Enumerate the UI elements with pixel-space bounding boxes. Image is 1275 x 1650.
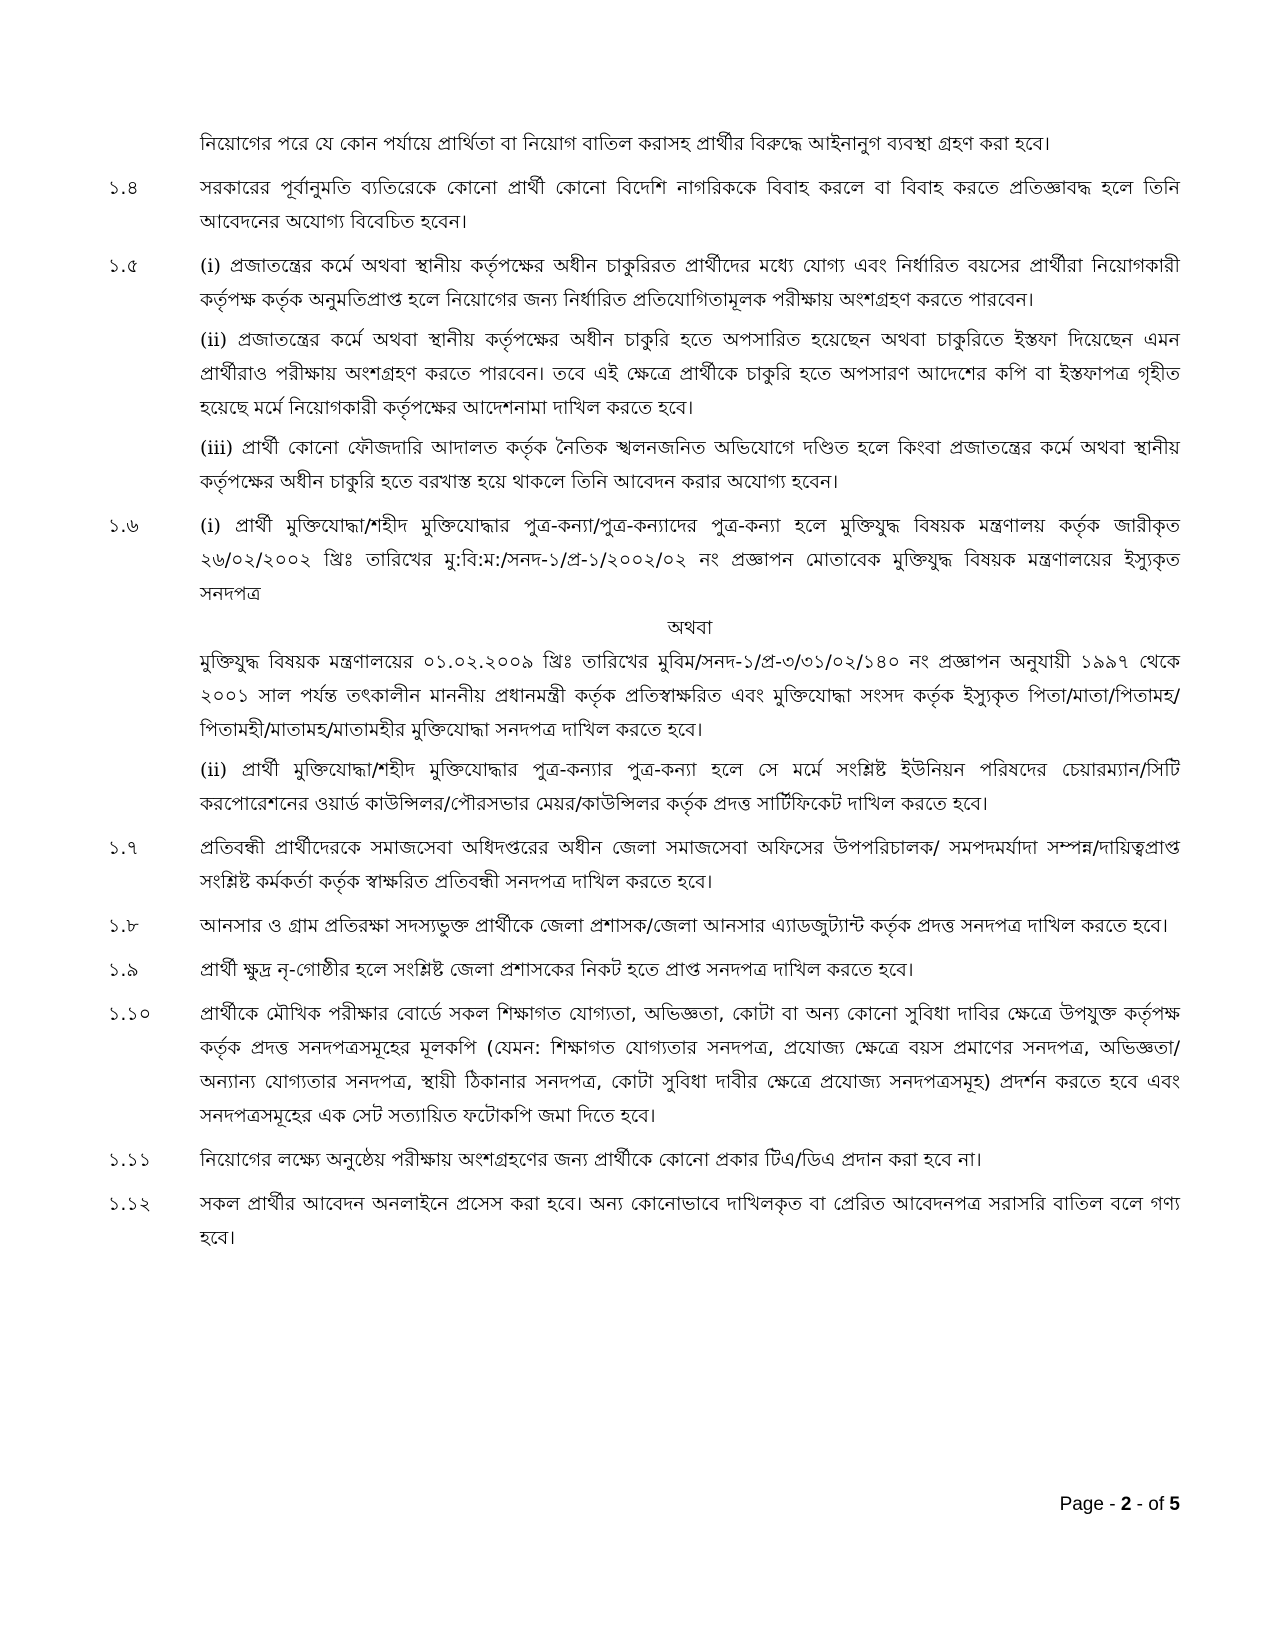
clause-number: ১.৫: [108, 255, 139, 277]
sub-label: (iii): [200, 437, 234, 459]
sub-label: (ii): [200, 759, 227, 781]
page-of-label: - of: [1131, 1494, 1170, 1515]
clause-1-7: [108, 831, 1180, 899]
clause-text: প্রার্থীকে মৌখিক পরীক্ষার বোর্ডে সকল শিক্ষাগত যোগ্যতা, অভিজ্ঞতা, কোটা বা অন্য কোনো সুবিধা দাবির ক্ষেত্রে উপযুক্ত কর্তৃপক্ষ কর্তৃক প্রদত্ত সনদপত্রসমূহের মূলকপি (যেমন: শিক্ষাগত যোগ্যতার সনদপত্র, প্রযোজ্য ক্ষেত্রে বয়স প্রমাণের সনদপত্র, অভিজ্ঞতা/অন্যান্য যোগ্যতার সনদপত্র, স্থায়ী ঠিকানার সনদপত্র, কোটা সুবিধা দাবীর ক্ষেত্রে প্রযোজ্য সনদপত্রসমূহ) প্রদর্শন করতে হবে এবং সনদপত্রসমূহের এক সেট সত্যায়িত ফটোকপি জমা দিতে হবে।: [200, 1003, 1180, 1127]
clause-number: ১.১২: [108, 1193, 152, 1215]
sub-clause-i: [200, 509, 1180, 611]
clause-1-11: [108, 1143, 1180, 1177]
sub-label: (ii): [200, 329, 227, 351]
sub-text: প্রার্থী মুক্তিযোদ্ধা/শহীদ মুক্তিযোদ্ধার পুত্র-কন্যার পুত্র-কন্যা হলে সে মর্মে সংশ্লিষ্ট ইউনিয়ন পরিষদের চেয়ারম্যান/সিটি করপোরেশনের ওয়ার্ড কাউন্সিলর/পৌরসভার মেয়র/কাউন্সিলর কর্তৃক প্রদত্ত সার্টিফিকেট দাখিল করতে হবে।: [200, 759, 1180, 815]
clause-1-8: [108, 909, 1180, 943]
clause-1-6: [108, 509, 1180, 821]
page-number-footer: [1060, 1493, 1180, 1517]
sub-text: প্রজাতন্ত্রের কর্মে অথবা স্থানীয় কর্তৃপক্ষের অধীন চাকুরিরত প্রার্থীদের মধ্যে যোগ্য এবং নির্ধারিত বয়সের প্রার্থীরা নিয়োগকারী কর্তৃপক্ষ কর্তৃক অনুমতিপ্রাপ্ত হলে নিয়োগের জন্য নির্ধারিত প্রতিযোগিতামূলক পরীক্ষায় অংশগ্রহণ করতে পারবেন।: [200, 255, 1180, 311]
sub-text: প্রার্থী কোনো ফৌজদারি আদালত কর্তৃক নৈতিক স্খলনজনিত অভিযোগে দণ্ডিত হলে কিংবা প্রজাতন্ত্রের কর্মে অথবা স্থানীয় কর্তৃপক্ষের অধীন চাকুরি হতে বরখাস্ত হয়ে থাকলে তিনি আবেদন করার অযোগ্য হবেন।: [200, 437, 1180, 493]
clause-text: সরকারের পূর্বানুমতি ব্যতিরেকে কোনো প্রার্থী কোনো বিদেশি নাগরিককে বিবাহ করলে বা বিবাহ করতে প্রতিজ্ঞাবদ্ধ হলে তিনি আবেদনের অযোগ্য বিবেচিত হবেন।: [200, 177, 1180, 233]
sub-label: (i): [200, 515, 221, 537]
or-separator: অথবা: [667, 617, 713, 639]
sub-text: প্রজাতন্ত্রের কর্মে অথবা স্থানীয় কর্তৃপক্ষের অধীন চাকুরি হতে অপসারিত হয়েছেন অথবা চাকুরিতে ইস্তফা দিয়েছেন এমন প্রার্থীরাও পরীক্ষায় অংশগ্রহণ করতে পারবেন। তবে এই ক্ষেত্রে প্রার্থীকে চাকুরি হতে অপসারণ আদেশের কপি বা ইস্তফাপত্র গৃহীত হয়েছে মর্মে নিয়োগকারী কর্তৃপক্ষের আদেশনামা দাখিল করতে হবে।: [200, 329, 1180, 419]
clause-1-9: [108, 953, 1180, 987]
clause-text: আনসার ও গ্রাম প্রতিরক্ষা সদস্যভুক্ত প্রার্থীকে জেলা প্রশাসক/জেলা আনসার এ্যাডজুট্যান্ট কর্তৃক প্রদত্ত সনদপত্র দাখিল করতে হবে।: [200, 915, 1168, 937]
sub-clause-iii: [200, 431, 1180, 499]
clause-number: ১.৮: [108, 915, 139, 937]
document-body: [108, 127, 1180, 1255]
sub-clause-ii: [200, 323, 1180, 425]
clause-number: ১.১০: [108, 1003, 152, 1025]
clause-text: সকল প্রার্থীর আবেদন অনলাইনে প্রসেস করা হবে। অন্য কোনোভাবে দাখিলকৃত বা প্রেরিত আবেদনপত্র সরাসরি বাতিল বলে গণ্য হবে।: [200, 1193, 1180, 1249]
clause-number: ১.৪: [108, 177, 139, 199]
total-page-count: 5: [1169, 1494, 1180, 1515]
clause-1-4: [108, 171, 1180, 239]
clause-text: প্রতিবন্ধী প্রার্থীদেরকে সমাজসেবা অধিদপ্তরের অধীন জেলা সমাজসেবা অফিসের উপপরিচালক/ সমপদমর্যাদা সম্পন্ন/দায়িত্বপ্রাপ্ত সংশ্লিষ্ট কর্মকর্তা কর্তৃক স্বাক্ষরিত প্রতিবন্ধী সনদপত্র দাখিল করতে হবে।: [200, 837, 1180, 893]
clause-number: ১.১১: [108, 1149, 152, 1171]
clause-1-10: [108, 997, 1180, 1133]
clause-1-12: [108, 1187, 1180, 1255]
clause-1-5: [108, 249, 1180, 499]
sub-clause-i: [200, 249, 1180, 317]
clause-text: নিয়োগের লক্ষ্যে অনুষ্ঠেয় পরীক্ষায় অংশগ্রহণের জন্য প্রার্থীকে কোনো প্রকার টিএ/ডিএ প্রদান করা হবে না।: [200, 1149, 982, 1171]
clause-number: ১.৭: [108, 837, 139, 859]
page-label: Page -: [1059, 1494, 1121, 1515]
clause-number: ১.৯: [108, 959, 139, 981]
sub-clause-ii: [200, 753, 1180, 821]
current-page-number: 2: [1120, 1494, 1132, 1515]
sub-label: (i): [200, 255, 221, 277]
intro-paragraph: নিয়োগের পরে যে কোন পর্যায়ে প্রার্থিতা বা নিয়োগ বাতিল করাসহ প্রার্থীর বিরুদ্ধে আইনানুগ ব্যবস্থা গ্রহণ করা হবে।: [200, 133, 1050, 155]
clause-text: প্রার্থী ক্ষুদ্র নৃ-গোষ্ঠীর হলে সংশ্লিষ্ট জেলা প্রশাসকের নিকট হতে প্রাপ্ত সনদপত্র দাখিল করতে হবে।: [200, 959, 914, 981]
clause-number: ১.৬: [108, 515, 139, 537]
alternative-paragraph: মুক্তিযুদ্ধ বিষয়ক মন্ত্রণালয়ের ০১.০২.২০০৯ খ্রিঃ তারিখের মুবিম/সনদ-১/প্র-৩/৩১/০২/১৪০ নং প্রজ্ঞাপন অনুযায়ী ১৯৯৭ থেকে ২০০১ সাল পর্যন্ত তৎকালীন মাননীয় প্রধানমন্ত্রী কর্তৃক প্রতিস্বাক্ষরিত এবং মুক্তিযোদ্ধা সংসদ কর্তৃক ইস্যুকৃত পিতা/মাতা/পিতামহ/পিতামহী/মাতামহ/মাতামহীর মুক্তিযোদ্ধা সনদপত্র দাখিল করতে হবে।: [200, 651, 1180, 741]
sub-text: প্রার্থী মুক্তিযোদ্ধা/শহীদ মুক্তিযোদ্ধার পুত্র-কন্যা/পুত্র-কন্যাদের পুত্র-কন্যা হলে মুক্তিযুদ্ধ বিষয়ক মন্ত্রণালয় কর্তৃক জারীকৃত ২৬/০২/২০০২ খ্রিঃ তারিখের মু:বি:ম:/সনদ-১/প্র-১/২০০২/০২ নং প্রজ্ঞাপন মোতাবেক মুক্তিযুদ্ধ বিষয়ক মন্ত্রণালয়ের ইস্যুকৃত সনদপত্র: [200, 515, 1180, 605]
